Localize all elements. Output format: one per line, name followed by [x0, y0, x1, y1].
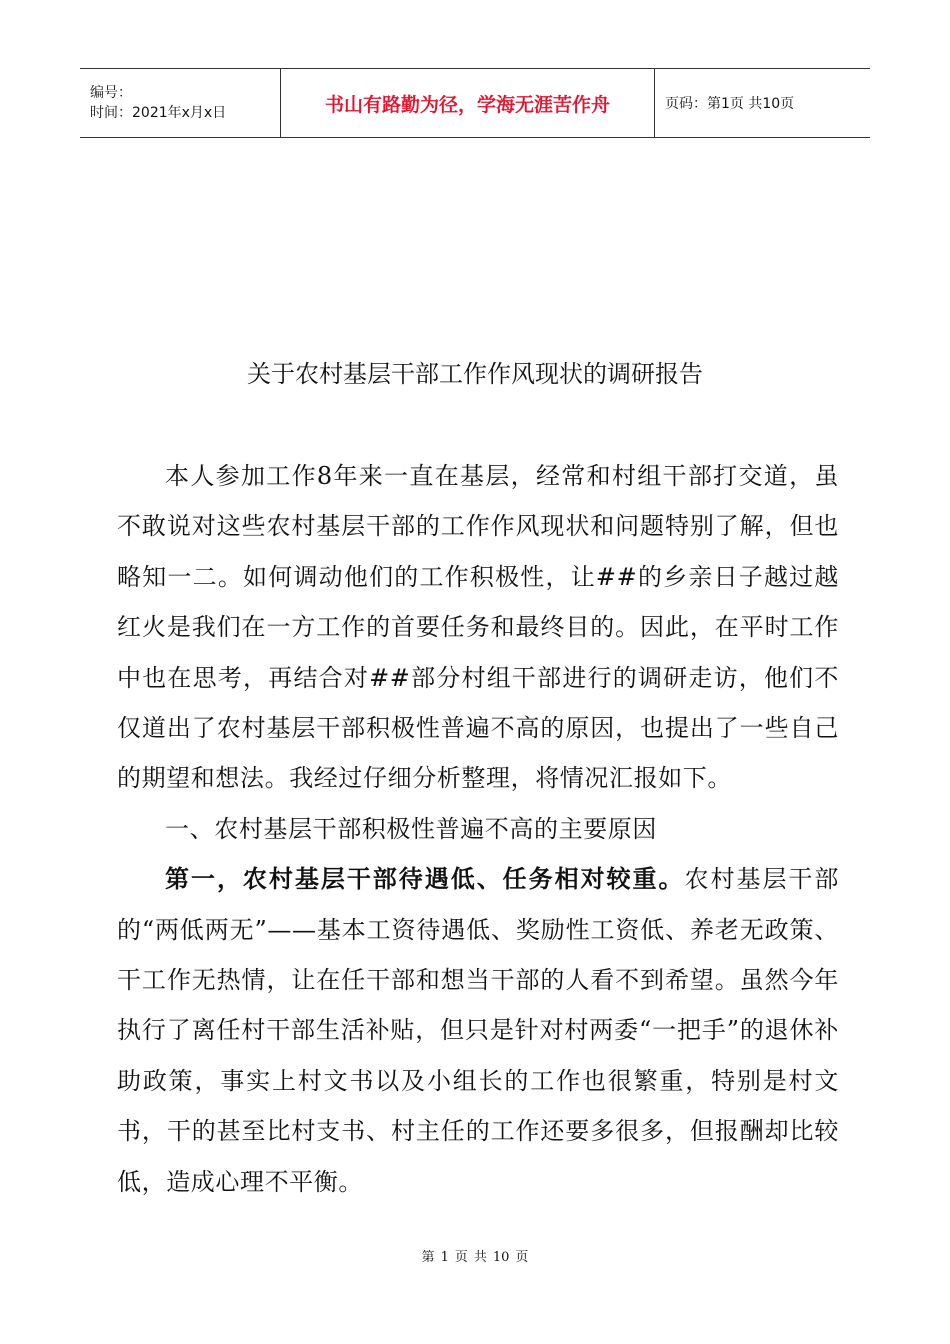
point-one-paragraph	[117, 854, 839, 1207]
page-footer	[0, 1246, 950, 1265]
header-motto-cell	[280, 69, 655, 137]
header-table	[80, 68, 870, 138]
page-info: 页码：第1页 共10页	[665, 96, 795, 112]
section-heading: 一、农村基层干部积极性普遍不高的主要原因	[165, 814, 657, 843]
header-page-cell	[655, 69, 870, 137]
footer-ye: 页	[454, 1250, 468, 1265]
footer-gong: 共	[473, 1250, 487, 1265]
point-one-text: 农村基层干部的“两低两无”——基本工资待遇低、奖励性工资低、养老无政策、干工作无热情，让在任干部和想当干部的人看不到希望。虽然今年执行了离任村干部生活补贴，但只是针对村两委“一把手”的退休补助政策，事实上村文书以及小组长的工作也很繁重，特别是村文书，干的甚至比村支书、村主任的工作还要多很多，但报酬却比较低，造成心理不平衡。	[117, 865, 839, 1196]
footer-ye-end: 页	[515, 1250, 529, 1265]
number-label: 编号：	[90, 85, 132, 101]
header-meta	[80, 69, 280, 137]
footer-total-pages: 10	[492, 1250, 510, 1265]
document-body	[117, 451, 839, 1207]
motto-text: 书山有路勤为径，学海无涯苦作舟	[324, 93, 610, 116]
footer-di: 第	[421, 1250, 435, 1265]
intro-paragraph: 本人参加工作8年来一直在基层，经常和村组干部打交道，虽不敢说对这些农村基层干部的工作作风现状和问题特别了解，但也略知一二。如何调动他们的工作积极性，让##的乡亲日子越过越红火是我们在一方工作的首要任务和最终目的。因此，在平时工作中也在思考，再结合对##部分村组干部进行的调研走访，他们不仅道出了农村基层干部积极性普遍不高的原因，也提出了一些自己的期望和想法。我经过仔细分析整理，将情况汇报如下。	[117, 462, 839, 793]
point-one-lead: 第一，农村基层干部待遇低、任务相对较重。	[165, 865, 685, 894]
footer-page-number: 1	[440, 1250, 449, 1265]
document-title: 关于农村基层干部工作作风现状的调研报告	[247, 360, 703, 388]
time-label: 时间：2021年x月x日	[90, 105, 227, 121]
